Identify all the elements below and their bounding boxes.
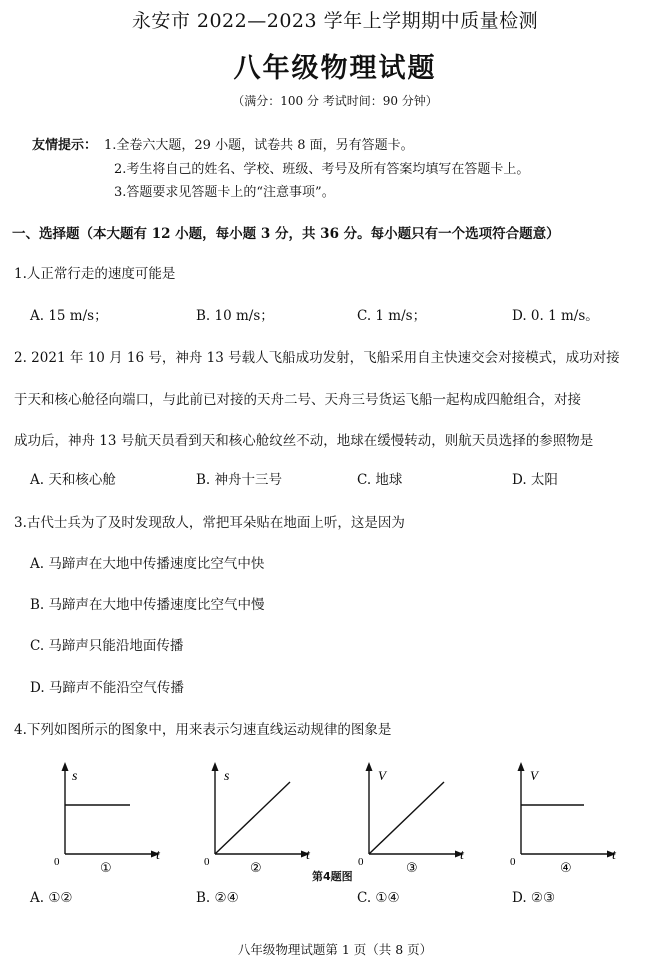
origin-label: 0 — [510, 856, 516, 868]
option-a: A. 天和核心舱 — [30, 472, 116, 488]
question-stem: 4.下列如图所示的图象中，用来表示匀速直线运动规律的图象是 — [14, 722, 392, 738]
question-line: 2. 2021 年 10 月 16 号，神舟 13 号载人飞船成功发射，飞船采用自主快速交会对接模式，成功对接 — [14, 350, 620, 366]
option-a: A. 15 m/s； — [30, 308, 108, 324]
y-axis-arrow — [62, 762, 69, 771]
graph-number: ③ — [406, 861, 418, 876]
question-line: 于天和核心舱径向端口，与此前已对接的天舟二号、天舟三号货运飞船一起构成四舱组合，对接 — [14, 392, 581, 408]
exam-info: （满分：100 分 考试时间：90 分钟） — [232, 94, 438, 108]
option-d: D. 太阳 — [512, 472, 558, 488]
tips-item: 3.答题要求见答题卡上的“注意事项”。 — [114, 185, 335, 200]
figure-caption: 第4题图 — [312, 870, 353, 883]
exam-title: 八年级物理试题 — [233, 53, 437, 84]
option-b: B. 10 m/s； — [196, 308, 274, 324]
option-d: D. 0. 1 m/s。 — [512, 308, 599, 324]
graph-1 — [48, 756, 178, 880]
option-c: C. 马蹄声只能沿地面传播 — [30, 638, 184, 654]
option-d: D. ②③ — [512, 890, 556, 906]
x-label: t — [156, 848, 160, 863]
graph-number: ② — [250, 861, 262, 876]
origin-label: 0 — [54, 856, 60, 868]
x-label: t — [460, 848, 464, 863]
x-label: t — [306, 848, 310, 863]
option-b: B. ②④ — [196, 890, 239, 906]
question-stem: 3.古代士兵为了及时发现敌人，常把耳朵贴在地面上听，这是因为 — [14, 515, 405, 531]
question-line: 成功后，神舟 13 号航天员看到天和核心舱纹丝不动，地球在缓慢转动，则航天员选择的参照物是 — [14, 433, 594, 449]
graph-4-svg — [504, 756, 634, 876]
page-footer: 八年级物理试题第 1 页（共 8 页） — [237, 942, 433, 957]
exam-subtitle: 永安市 2022—2023 学年上学期期中质量检测 — [131, 10, 539, 32]
option-c: C. 地球 — [357, 472, 403, 488]
graph-number: ④ — [560, 861, 572, 876]
graph-3-svg — [352, 756, 482, 876]
section-title: 一、选择题（本大题有 12 小题，每小题 3 分，共 36 分。每小题只有一个选项符合题意） — [12, 226, 560, 242]
graph-line-diagonal — [369, 782, 444, 854]
graph-4 — [504, 756, 634, 880]
tips-label: 友情提示： — [32, 138, 98, 153]
y-axis-arrow — [366, 762, 373, 771]
option-c: C. ①④ — [357, 890, 400, 906]
origin-label: 0 — [204, 856, 210, 868]
graph-2 — [198, 756, 328, 880]
option-b: B. 神舟十三号 — [196, 472, 283, 488]
y-label: s — [72, 769, 78, 784]
origin-label: 0 — [358, 856, 364, 868]
option-d: D. 马蹄声不能沿空气传播 — [30, 680, 184, 696]
y-axis-arrow — [212, 762, 219, 771]
x-label: t — [612, 848, 616, 863]
graph-1-svg — [48, 756, 178, 876]
graph-2-svg — [198, 756, 328, 876]
option-c: C. 1 m/s； — [357, 308, 427, 324]
tips-item: 2.考生将自己的姓名、学校、班级、考号及所有答案均填写在答题卡上。 — [114, 162, 530, 177]
tips-item: 1.全卷六大题，29 小题，试卷共 8 面，另有答题卡。 — [104, 138, 414, 153]
y-axis-arrow — [518, 762, 525, 771]
graph-3 — [352, 756, 482, 880]
graph-number: ① — [100, 861, 112, 876]
graph-line-diagonal — [215, 782, 290, 854]
y-label: V — [378, 768, 386, 783]
option-b: B. 马蹄声在大地中传播速度比空气中慢 — [30, 597, 265, 613]
option-a: A. ①② — [30, 890, 73, 906]
question-stem: 1.人正常行走的速度可能是 — [14, 266, 176, 282]
option-a: A. 马蹄声在大地中传播速度比空气中快 — [30, 556, 265, 572]
y-label: s — [224, 769, 230, 784]
y-label: V — [530, 768, 538, 783]
